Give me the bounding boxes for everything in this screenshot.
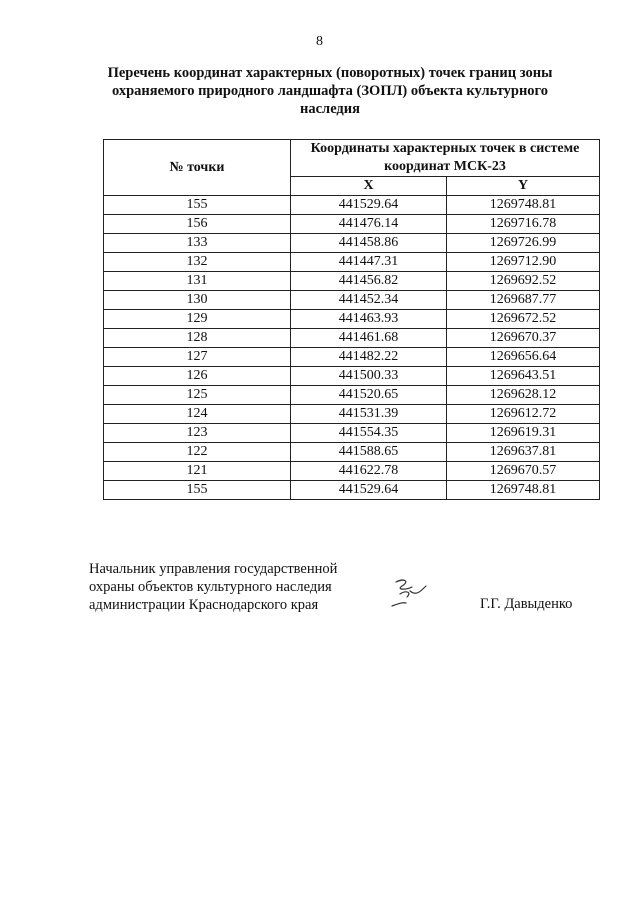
cell-point-number: 127 xyxy=(104,348,291,367)
table-row xyxy=(104,234,600,253)
cell-x: 441500.33 xyxy=(291,367,447,386)
cell-y: 1269643.51 xyxy=(447,367,600,386)
table-row xyxy=(104,215,600,234)
cell-y: 1269656.64 xyxy=(447,348,600,367)
cell-y: 1269726.99 xyxy=(447,234,600,253)
table-row xyxy=(104,272,600,291)
header-point-number: № точки xyxy=(104,140,291,196)
cell-x: 441482.22 xyxy=(291,348,447,367)
table-row xyxy=(104,329,600,348)
cell-point-number: 156 xyxy=(104,215,291,234)
cell-point-number: 121 xyxy=(104,462,291,481)
cell-point-number: 122 xyxy=(104,443,291,462)
cell-x: 441447.31 xyxy=(291,253,447,272)
cell-point-number: 131 xyxy=(104,272,291,291)
cell-y: 1269712.90 xyxy=(447,253,600,272)
position-line: администрации Краснодарского края xyxy=(89,597,319,613)
cell-x: 441452.34 xyxy=(291,291,447,310)
cell-point-number: 155 xyxy=(104,196,291,215)
cell-y: 1269692.52 xyxy=(447,272,600,291)
cell-y: 1269687.77 xyxy=(447,291,600,310)
document-title: Перечень координат характерных (поворотных) точек границ зоны охраняемого природного ландшафта (ЗОПЛ) объекта культурного наследия xyxy=(107,65,553,117)
page-number: 8 xyxy=(316,34,323,49)
cell-x: 441463.93 xyxy=(291,310,447,329)
cell-x: 441529.64 xyxy=(291,481,447,500)
cell-point-number: 123 xyxy=(104,424,291,443)
table-row xyxy=(104,481,600,500)
cell-point-number: 130 xyxy=(104,291,291,310)
header-y: Y xyxy=(447,177,600,196)
coordinates-table xyxy=(103,139,600,500)
signer-name: Г.Г. Давыденко xyxy=(480,596,573,612)
table-row xyxy=(104,253,600,272)
table-row xyxy=(104,196,600,215)
header-x: X xyxy=(291,177,447,196)
cell-x: 441461.68 xyxy=(291,329,447,348)
table-row xyxy=(104,367,600,386)
table-row xyxy=(104,386,600,405)
cell-y: 1269716.78 xyxy=(447,215,600,234)
cell-point-number: 155 xyxy=(104,481,291,500)
table-row xyxy=(104,443,600,462)
cell-x: 441520.65 xyxy=(291,386,447,405)
cell-point-number: 125 xyxy=(104,386,291,405)
cell-x: 441529.64 xyxy=(291,196,447,215)
cell-y: 1269672.52 xyxy=(447,310,600,329)
handwritten-signature xyxy=(382,572,434,612)
table-row xyxy=(104,462,600,481)
cell-point-number: 124 xyxy=(104,405,291,424)
cell-point-number: 128 xyxy=(104,329,291,348)
cell-y: 1269612.72 xyxy=(447,405,600,424)
signatory-position xyxy=(89,560,379,614)
cell-y: 1269637.81 xyxy=(447,443,600,462)
cell-y: 1269748.81 xyxy=(447,481,600,500)
cell-x: 441458.86 xyxy=(291,234,447,253)
cell-point-number: 133 xyxy=(104,234,291,253)
cell-point-number: 126 xyxy=(104,367,291,386)
table-row xyxy=(104,424,600,443)
cell-x: 441588.65 xyxy=(291,443,447,462)
cell-x: 441456.82 xyxy=(291,272,447,291)
cell-point-number: 132 xyxy=(104,253,291,272)
cell-point-number: 129 xyxy=(104,310,291,329)
table-row xyxy=(104,348,600,367)
position-line: охраны объектов культурного наследия xyxy=(89,579,332,595)
cell-y: 1269670.57 xyxy=(447,462,600,481)
table-row xyxy=(104,310,600,329)
cell-x: 441531.39 xyxy=(291,405,447,424)
cell-x: 441476.14 xyxy=(291,215,447,234)
table-row xyxy=(104,291,600,310)
header-coordinates: Координаты характерных точек в системе координат МСК-23 xyxy=(291,140,600,177)
cell-x: 441554.35 xyxy=(291,424,447,443)
table-row xyxy=(104,405,600,424)
table-header-row xyxy=(104,140,600,177)
cell-x: 441622.78 xyxy=(291,462,447,481)
cell-y: 1269748.81 xyxy=(447,196,600,215)
table-body xyxy=(104,196,600,500)
cell-y: 1269670.37 xyxy=(447,329,600,348)
position-line: Начальник управления государственной xyxy=(89,561,338,577)
cell-y: 1269619.31 xyxy=(447,424,600,443)
cell-y: 1269628.12 xyxy=(447,386,600,405)
